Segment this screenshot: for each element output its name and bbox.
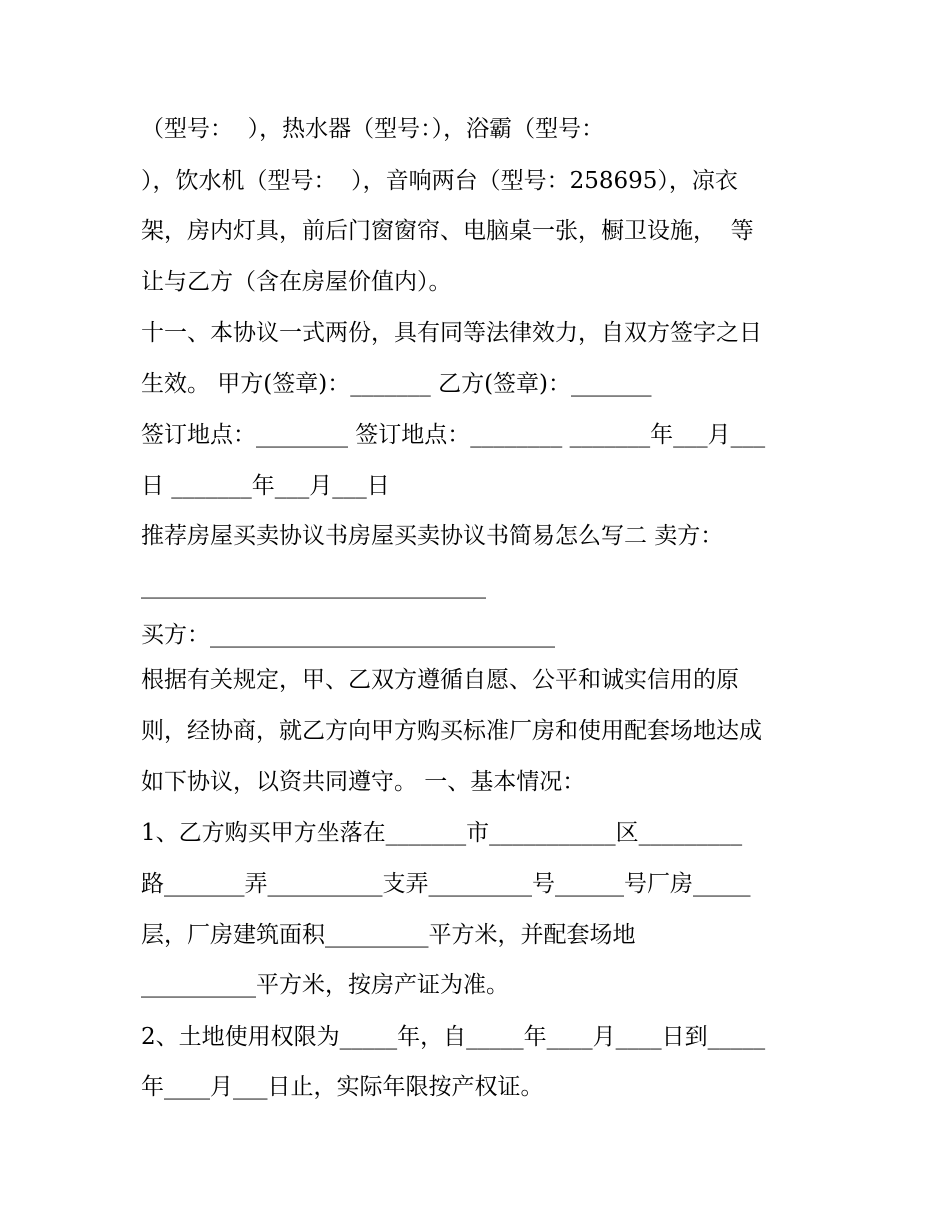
text-line: 推荐房屋买卖协议书房屋买卖协议书简易怎么写二 卖方： [141,523,724,549]
text-line: 买方：______________________________ [141,622,555,648]
text-line: 则，经协商，就乙方向甲方购买标准厂房和使用配套场地达成 [141,718,762,744]
text-line: 根据有关规定，甲、乙双方遵循自愿、公平和诚实信用的原 [141,667,739,693]
text-line: 层，厂房建筑面积_________平方米，并配套场地 [141,922,636,948]
text-line: 让与乙方（含在房屋价值内）。 [141,269,452,295]
text-line: 十一、本协议一式两份，具有同等法律效力，自双方签字之日 [141,320,762,346]
text-line: 签订地点：________ 签订地点：________ _______年___月___ [141,422,766,448]
text-line: __________平方米，按房产证为准。 [141,972,509,998]
text-line: 架，房内灯具，前后门窗窗帘、电脑桌一张，橱卫设施， 等 [141,218,754,244]
text-line: 1、乙方购买甲方坐落在_______市___________区_________ [141,820,743,846]
text-line: 2、土地使用权限为_____年，自_____年____月____日到_____ [141,1024,766,1050]
text-line: 生效。 甲方(签章)：_______ 乙方(签章)：_______ [141,371,652,397]
text-line: （型号： ），热水器（型号：），浴霸（型号： [141,116,605,142]
text-line: ），饮水机（型号： ），音响两台（型号：258695），凉衣 [141,168,738,194]
text-line: 路_______弄__________支弄_________号______号厂房_____ [141,871,751,897]
text-line: 如下协议，以资共同遵守。 一、基本情况： [141,769,586,795]
text-line: 日 _______年___月___日 [141,473,390,499]
text-line: ______________________________ [141,573,486,599]
text-line: 年____月___日止，实际年限按产权证。 [141,1074,544,1100]
